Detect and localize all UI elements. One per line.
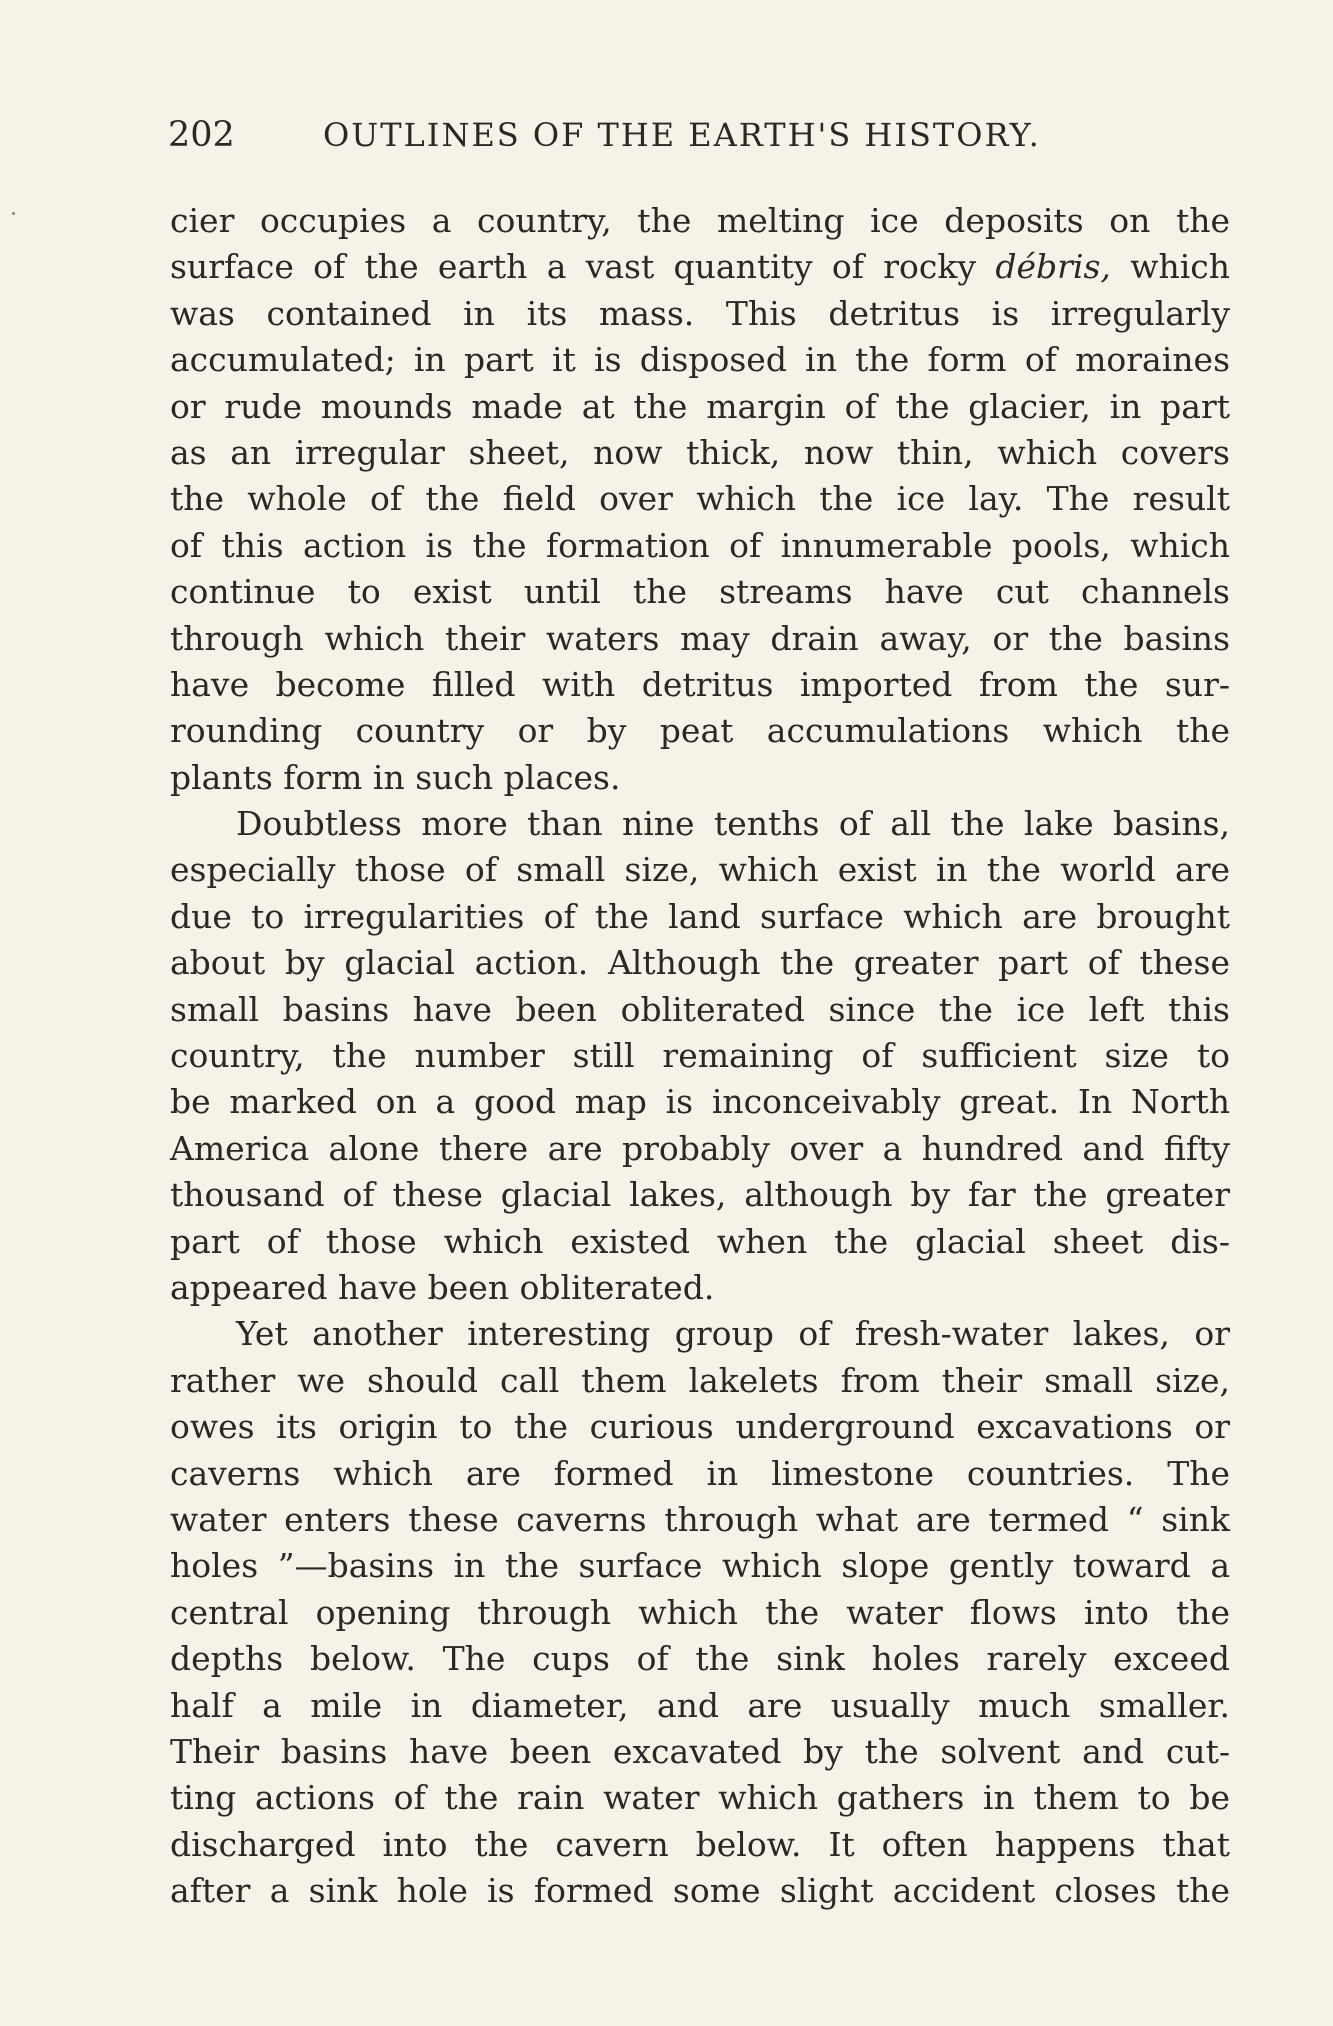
text-line: depths below. The cups of the sink holes rarely exceed — [170, 1639, 1230, 1679]
text-line: plants form in such places. — [170, 757, 621, 797]
text-line: especially those of small size, which exist in the world are — [170, 850, 1230, 890]
text-line: country, the number still remaining of sufficient size to — [170, 1036, 1230, 1076]
text-line: accumulated; in part it is disposed in the form of moraines — [170, 340, 1230, 380]
page-header — [168, 110, 1168, 160]
text-line: about by glacial action. Although the greater part of these — [170, 943, 1230, 983]
text-line: was contained in its mass. This detritus is irregularly — [170, 293, 1230, 333]
text-line: have become filled with detritus imported from the sur- — [170, 664, 1230, 704]
text-line: of this action is the formation of innumerable pools, which — [170, 525, 1230, 565]
running-title: OUTLINES OF THE EARTH'S HISTORY. — [323, 116, 1041, 154]
text-line: holes ”—basins in the surface which slope gently toward a — [170, 1546, 1230, 1586]
text-line: as an irregular sheet, now thick, now thin, which covers — [170, 432, 1230, 472]
text-line: be marked on a good map is inconceivably great. In North — [170, 1082, 1230, 1122]
text-line: thousand of these glacial lakes, although by far the greater — [170, 1175, 1230, 1215]
text-line: water enters these caverns through what are termed “ sink — [170, 1499, 1230, 1539]
text-line: rounding country or by peat accumulations which the — [170, 711, 1230, 751]
text-line: America alone there are probably over a hundred and fifty — [170, 1128, 1230, 1168]
text-line: the whole of the field over which the ice lay. The result — [170, 479, 1230, 519]
text-line: appeared have been obliterated. — [170, 1267, 715, 1307]
text-line: caverns which are formed in limestone countries. The — [170, 1453, 1230, 1493]
text-line: owes its origin to the curious underground excavations or — [170, 1407, 1230, 1447]
text-line: surface of the earth a vast quantity of rocky débris, which — [170, 247, 1231, 287]
text-line: cier occupies a country, the melting ice deposits on the — [170, 201, 1230, 240]
text-line: continue to exist until the streams have cut channels — [170, 572, 1230, 612]
text-line: part of those which existed when the glacial sheet dis- — [170, 1221, 1230, 1261]
page-number: 202 — [168, 115, 235, 155]
text-line: Their basins have been excavated by the solvent and cut- — [170, 1731, 1230, 1771]
text-line: Doubtless more than nine tenths of all the lake basins, — [236, 804, 1230, 844]
text-line: central opening through which the water flows into the — [170, 1592, 1230, 1632]
text-line: through which their waters may drain away, or the basins — [170, 618, 1230, 658]
text-line: rather we should call them lakelets from their small size, — [170, 1360, 1230, 1400]
text-line: after a sink hole is formed some slight accident closes the — [170, 1871, 1230, 1911]
text-line: due to irregularities of the land surface which are brought — [170, 896, 1230, 936]
text-line: ting actions of the rain water which gathers in them to be — [170, 1778, 1230, 1818]
text-line: or rude mounds made at the margin of the glacier, in part — [170, 386, 1230, 426]
stray-ink-mark — [12, 212, 15, 215]
text-line: discharged into the cavern below. It often happens that — [170, 1824, 1230, 1864]
text-line: small basins have been obliterated since the ice left this — [170, 989, 1230, 1029]
text-line: Yet another interesting group of fresh-water lakes, or — [236, 1314, 1230, 1354]
body-text — [170, 198, 1230, 1914]
text-line: half a mile in diameter, and are usually much smaller. — [170, 1685, 1230, 1725]
